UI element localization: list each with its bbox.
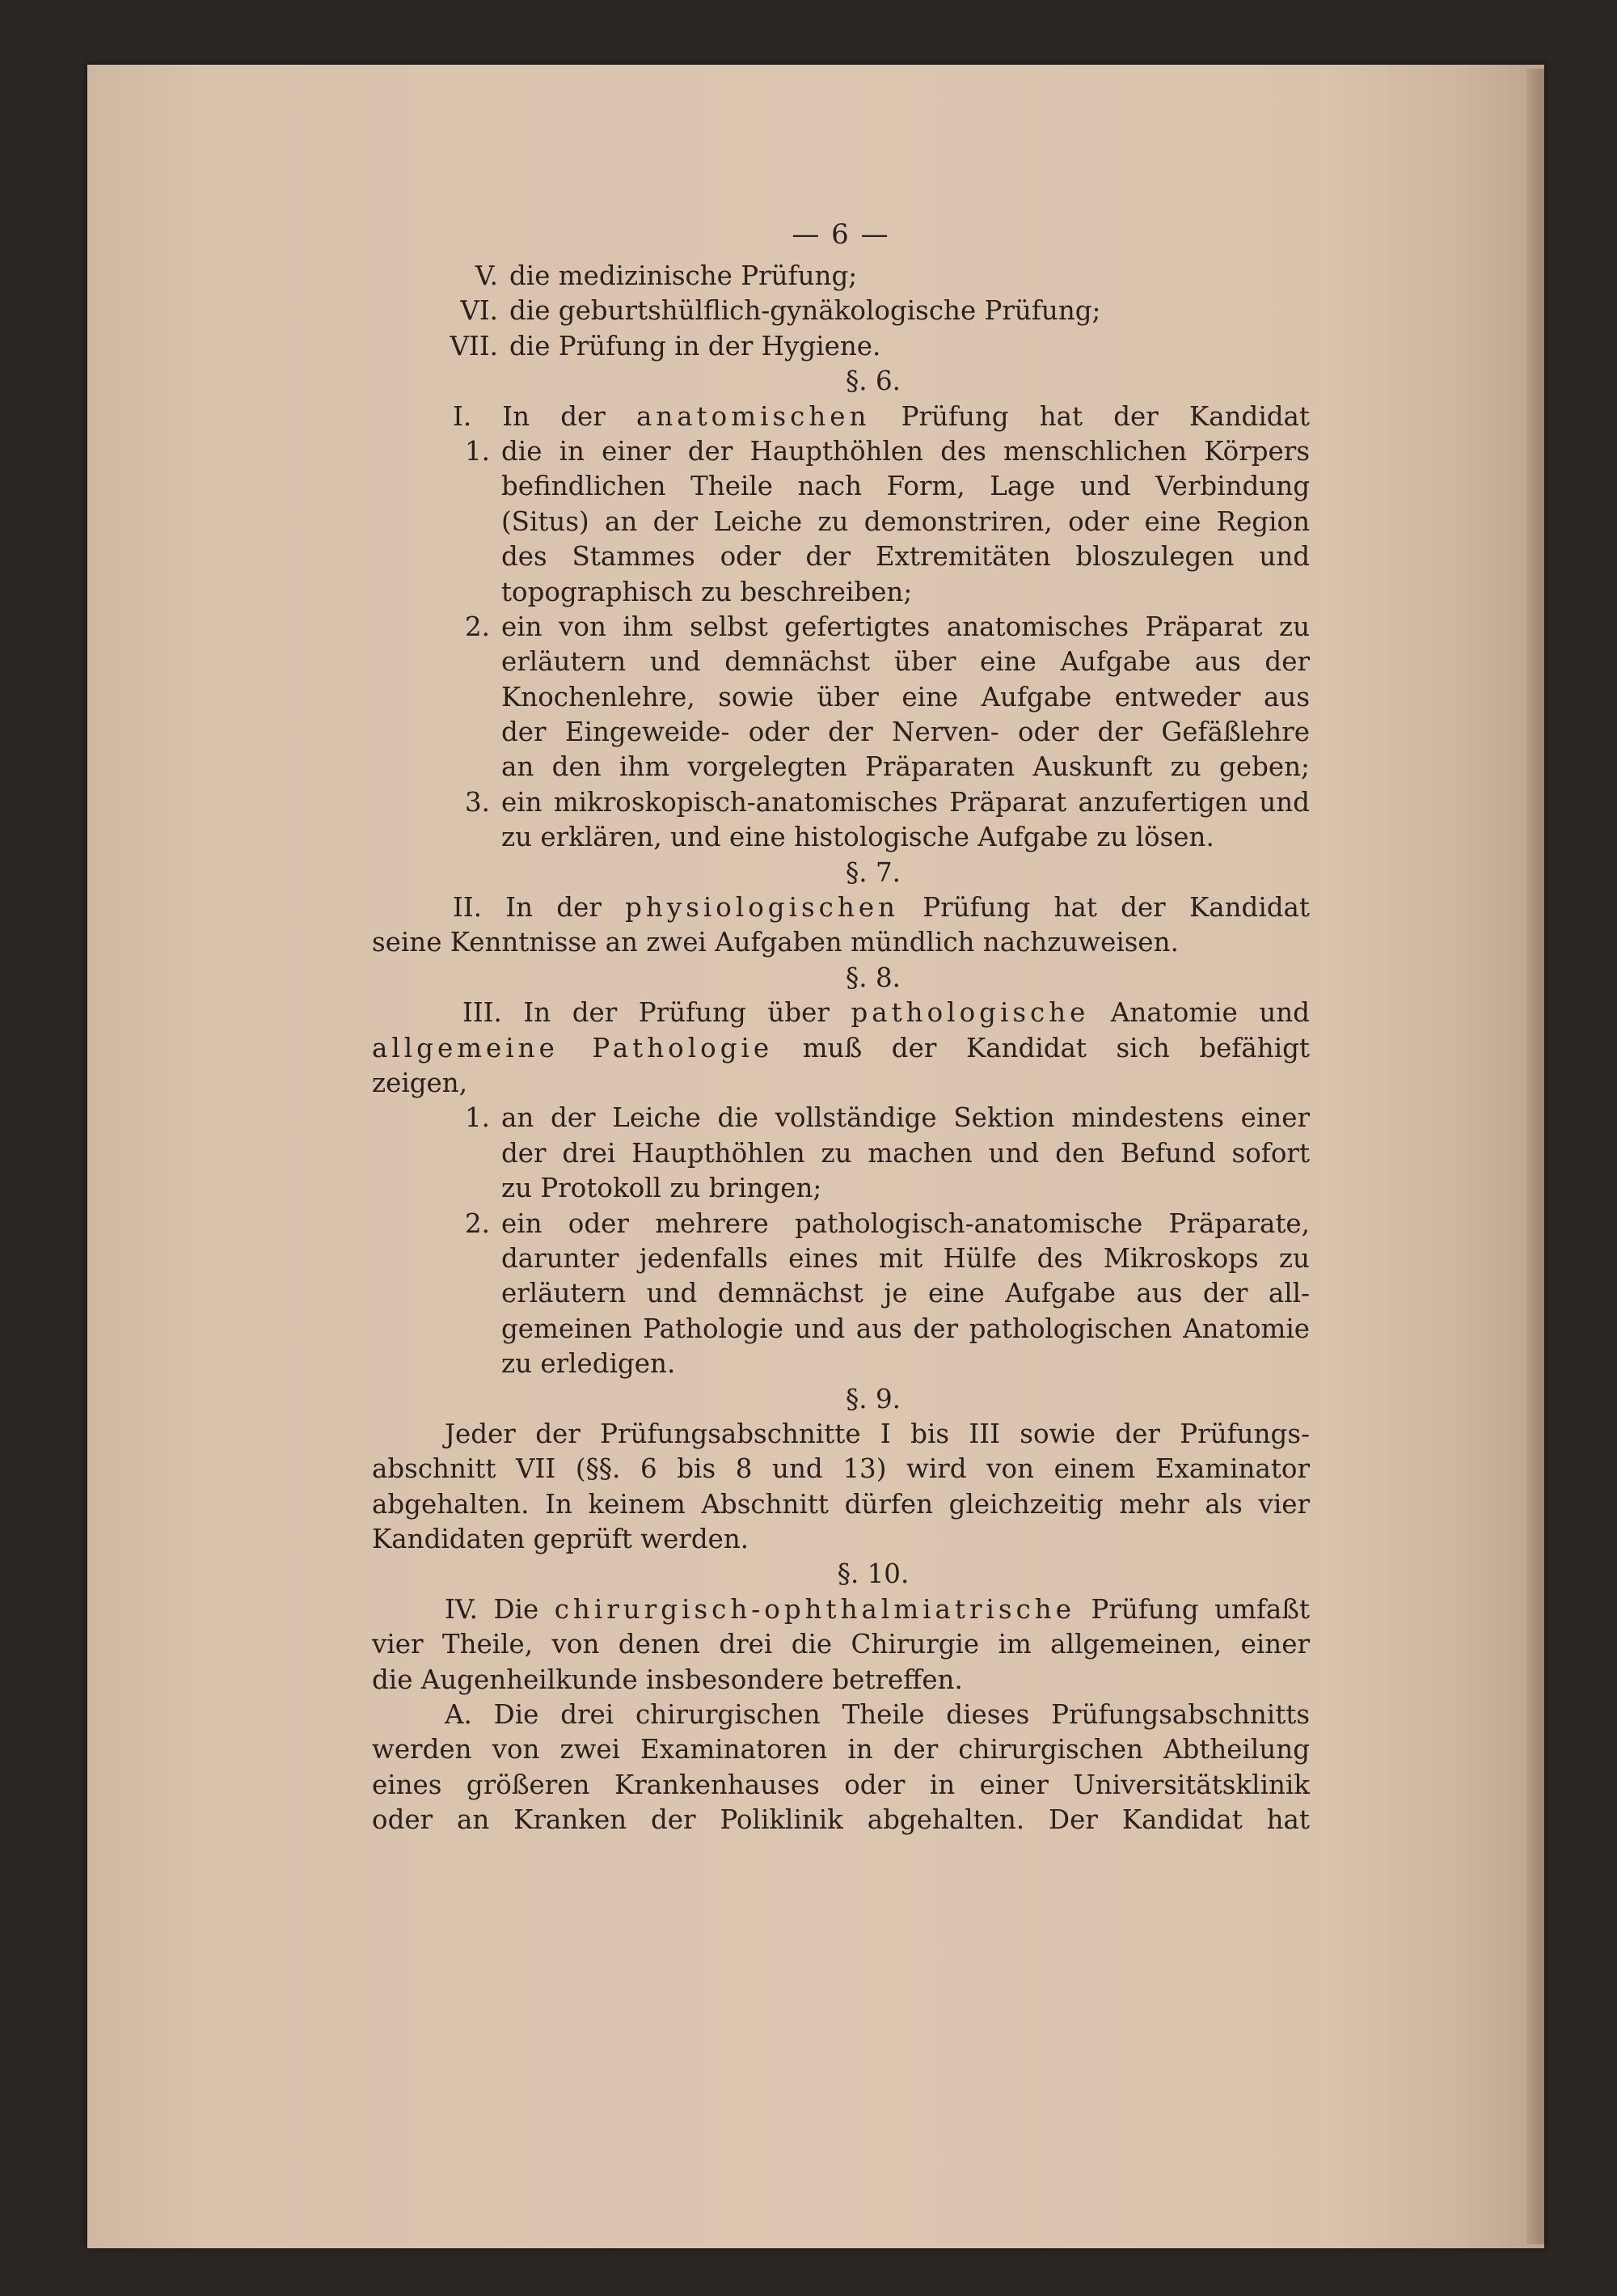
page-edge [1526, 69, 1544, 2244]
paragraph-line: IV. Die chirurgisch-ophthalmiatrische Prüfung umfaßt [445, 1593, 1310, 1625]
paragraph-line: seine Kenntnisse an zwei Aufgaben mündlich nachzuweisen. [372, 927, 1179, 958]
paragraph-line: III. In der Prüfung über pathologische Anatomie und [462, 997, 1310, 1029]
paragraph-line: oder an Kranken der Poliklinik abgehalten. Der Kandidat hat [372, 1804, 1310, 1836]
paragraph-line: abschnitt VII (§§. 6 bis 8 und 13) wird von einem Examinator [372, 1453, 1310, 1485]
paragraph-line: Kandidaten geprüft werden. [372, 1524, 749, 1555]
paragraph-line: II. In der physiologischen Prüfung hat der Kandidat [453, 892, 1310, 924]
paragraph-line: A. Die drei chirurgischen Theile dieses Prüfungsabschnitts [445, 1699, 1310, 1731]
paragraph-line: allgemeine Pathologie muß der Kandidat sich befähigt [372, 1032, 1310, 1063]
enum-item: 1. an der Leiche die vollständige Sektion mindestens einer der drei Haupthöhlen zu machen und den Befund sofort zu Protokoll zu bringen; [464, 1102, 1310, 1204]
paragraph-line: I. In der anatomischen Prüfung hat der Kandidat [453, 400, 1310, 432]
enum-item: 2. ein von ihm selbst gefertigtes anatomisches Präparat zu erläutern und demnächst über eine Aufgabe aus der Knochenlehre, sowie über eine Aufgabe entweder aus der Eingeweide- oder der Nerven- oder der Gefäßlehre an den ihm vorgelegten Präparaten Auskunft zu geben; [464, 611, 1310, 783]
paragraph-line: eines größeren Krankenhauses oder in einer Universitätsklinik [372, 1769, 1310, 1800]
paragraph-line: vier Theile, von denen drei die Chirurgie im allgemeinen, einer [372, 1629, 1310, 1660]
paragraph-line: die Augenheilkunde insbesondere betreffen. [372, 1664, 963, 1695]
paragraph-line: werden von zwei Examinatoren in der chirurgischen Abtheilung [372, 1734, 1310, 1765]
section-heading: §. 7. [846, 856, 901, 888]
paragraph-line: zeigen, [372, 1067, 468, 1098]
paragraph-line: Jeder der Prüfungsabschnitte I bis III sowie der Prüfungs- [445, 1418, 1310, 1449]
page-content [372, 218, 1310, 1838]
section-heading: §. 10. [837, 1558, 910, 1590]
enum-item: 2. ein oder mehrere pathologisch-anatomische Präparate, darunter jedenfalls eines mit Hülfe des Mikroskops zu erläutern und demnächst je eine Aufgabe aus der all- gemeinen Pathologie und aus der pathologischen Anatomie zu erledigen. [464, 1207, 1310, 1380]
paragraph-line: abgehalten. In keinem Abschnitt dürfen gleichzeitig mehr als vier [372, 1488, 1310, 1520]
enum-item: 3. ein mikroskopisch-anatomisches Präparat anzufertigen und zu erklären, und eine histologische Aufgabe zu lösen. [464, 786, 1310, 853]
section-heading: §. 8. [846, 962, 901, 993]
section-heading: §. 6. [846, 366, 901, 397]
list-item: V. die medizinische Prüfung; [475, 260, 858, 291]
list-item: VII. die Prüfung in der Hygiene. [450, 330, 881, 362]
enum-item: 1. die in einer der Haupthöhlen des menschlichen Körpers befindlichen Theile nach Form, Lage und Verbindung (Situs) an der Leiche zu demonstriren, oder eine Region des Stammes oder der Extremitäten bloszulegen und topographisch zu beschreiben; [464, 435, 1310, 607]
list-item: VI. die geburtshülflich-gynäkologische Prüfung; [460, 295, 1101, 327]
page-number: — 6 — [792, 218, 890, 251]
section-heading: §. 9. [846, 1383, 901, 1414]
